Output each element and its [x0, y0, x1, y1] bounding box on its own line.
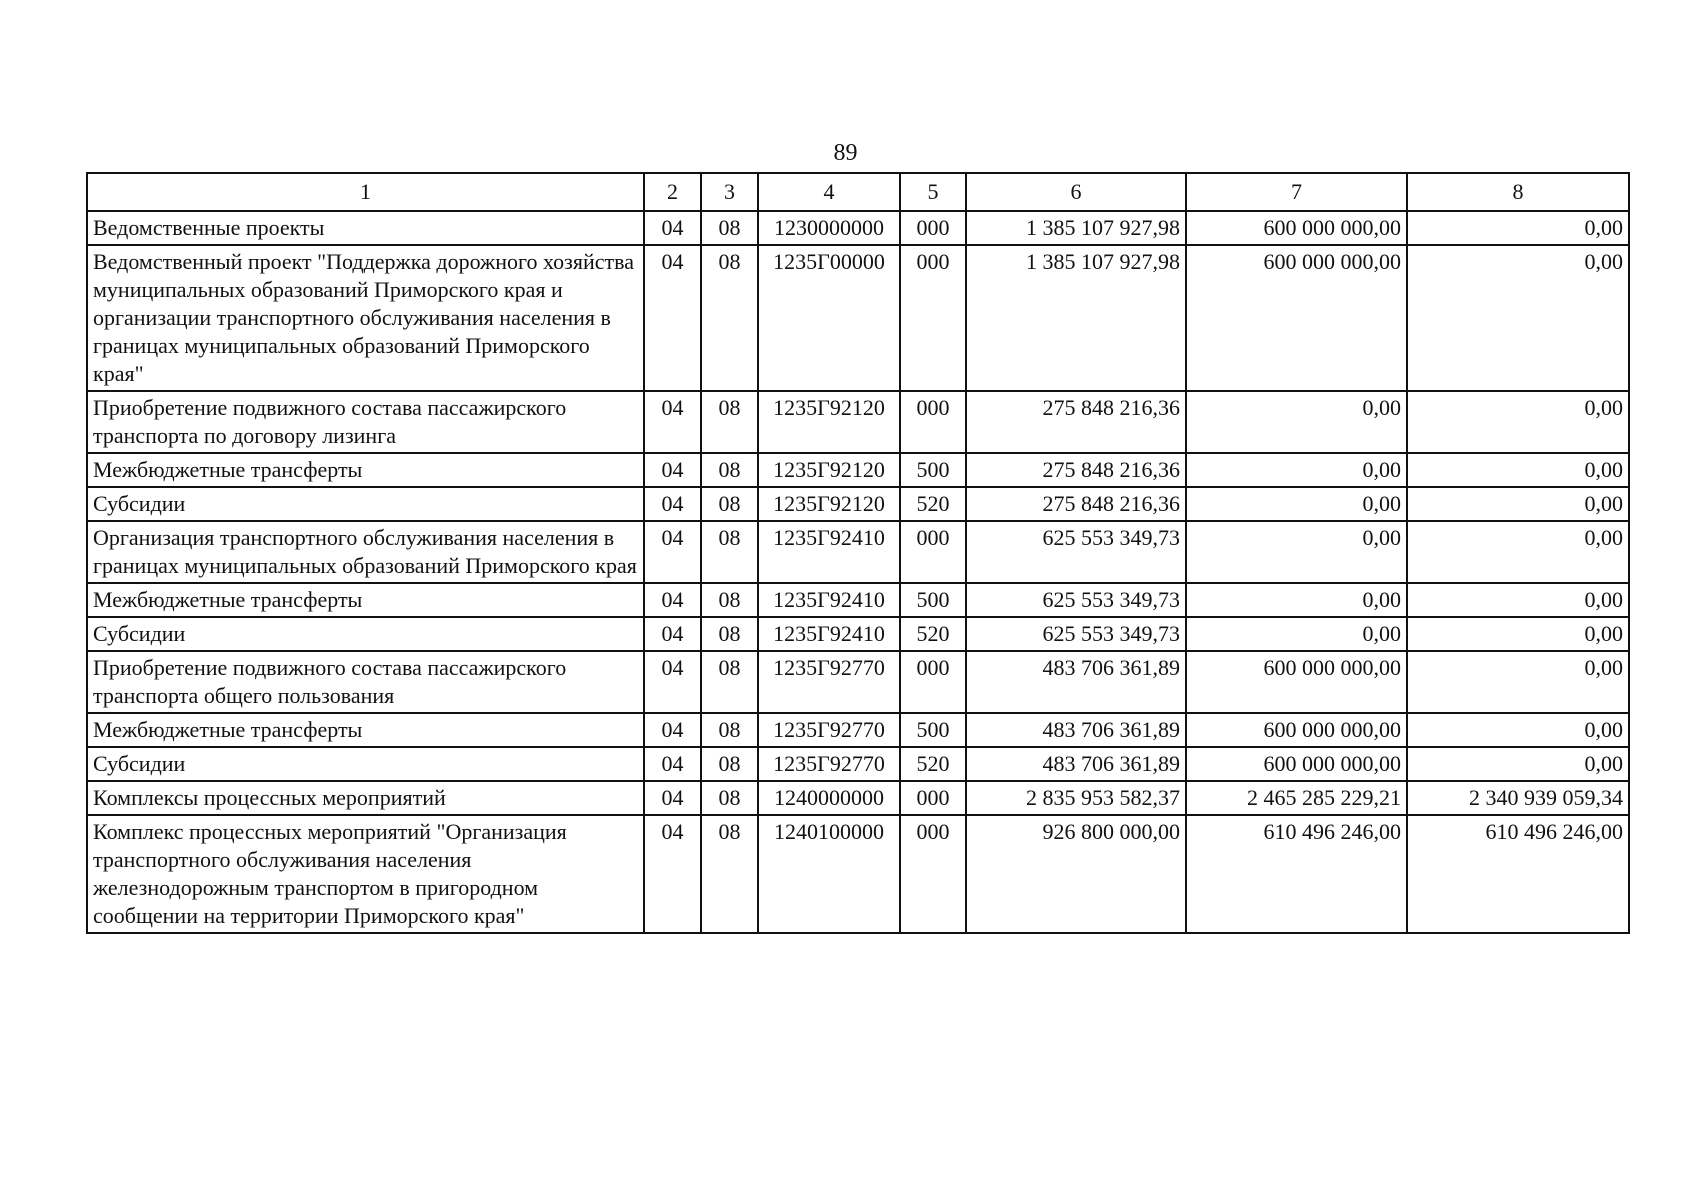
subsection-code-cell: 08	[701, 211, 758, 245]
column-header: 1	[87, 173, 644, 211]
amount-col8-cell: 0,00	[1407, 211, 1629, 245]
amount-col7-cell: 0,00	[1186, 391, 1407, 453]
subsection-code-cell: 08	[701, 815, 758, 933]
amount-col7-cell: 0,00	[1186, 521, 1407, 583]
amount-col6-cell: 275 848 216,36	[966, 453, 1186, 487]
target-article-cell: 1235Г92120	[758, 487, 900, 521]
amount-col8-cell: 2 340 939 059,34	[1407, 781, 1629, 815]
row-name-cell: Межбюджетные трансферты	[87, 713, 644, 747]
section-code-cell: 04	[644, 245, 701, 391]
table-row	[87, 815, 1629, 933]
row-name-cell: Приобретение подвижного состава пассажирского транспорта общего пользования	[87, 651, 644, 713]
amount-col7-cell: 0,00	[1186, 617, 1407, 651]
table-row	[87, 211, 1629, 245]
target-article-cell: 1240100000	[758, 815, 900, 933]
amount-col7-cell: 0,00	[1186, 487, 1407, 521]
amount-col8-cell: 0,00	[1407, 713, 1629, 747]
amount-col8-cell: 0,00	[1407, 391, 1629, 453]
row-name-cell: Субсидии	[87, 747, 644, 781]
row-name-cell: Субсидии	[87, 487, 644, 521]
page-number: 89	[833, 140, 858, 166]
amount-col7-cell: 600 000 000,00	[1186, 713, 1407, 747]
subsection-code-cell: 08	[701, 521, 758, 583]
table-row	[87, 391, 1629, 453]
amount-col6-cell: 625 553 349,73	[966, 617, 1186, 651]
amount-col7-cell: 600 000 000,00	[1186, 747, 1407, 781]
section-code-cell: 04	[644, 651, 701, 713]
amount-col6-cell: 2 835 953 582,37	[966, 781, 1186, 815]
table-row	[87, 583, 1629, 617]
subsection-code-cell: 08	[701, 747, 758, 781]
amount-col6-cell: 483 706 361,89	[966, 651, 1186, 713]
amount-col7-cell: 2 465 285 229,21	[1186, 781, 1407, 815]
expense-type-cell: 520	[900, 487, 966, 521]
expense-type-cell: 500	[900, 583, 966, 617]
section-code-cell: 04	[644, 815, 701, 933]
amount-col6-cell: 1 385 107 927,98	[966, 245, 1186, 391]
subsection-code-cell: 08	[701, 781, 758, 815]
section-code-cell: 04	[644, 617, 701, 651]
subsection-code-cell: 08	[701, 713, 758, 747]
expense-type-cell: 000	[900, 815, 966, 933]
table-body	[87, 211, 1629, 933]
column-header: 3	[701, 173, 758, 211]
column-header: 5	[900, 173, 966, 211]
amount-col7-cell: 600 000 000,00	[1186, 651, 1407, 713]
expense-type-cell: 000	[900, 781, 966, 815]
column-header: 7	[1186, 173, 1407, 211]
target-article-cell: 1230000000	[758, 211, 900, 245]
target-article-cell: 1235Г92770	[758, 651, 900, 713]
target-article-cell: 1240000000	[758, 781, 900, 815]
target-article-cell: 1235Г92410	[758, 521, 900, 583]
amount-col8-cell: 0,00	[1407, 453, 1629, 487]
subsection-code-cell: 08	[701, 617, 758, 651]
amount-col7-cell: 600 000 000,00	[1186, 245, 1407, 391]
target-article-cell: 1235Г00000	[758, 245, 900, 391]
section-code-cell: 04	[644, 487, 701, 521]
subsection-code-cell: 08	[701, 583, 758, 617]
column-header: 4	[758, 173, 900, 211]
subsection-code-cell: 08	[701, 245, 758, 391]
row-name-cell: Субсидии	[87, 617, 644, 651]
table-row	[87, 453, 1629, 487]
expense-type-cell: 000	[900, 245, 966, 391]
column-header: 8	[1407, 173, 1629, 211]
row-name-cell: Межбюджетные трансферты	[87, 583, 644, 617]
row-name-cell: Комплексы процессных мероприятий	[87, 781, 644, 815]
section-code-cell: 04	[644, 211, 701, 245]
amount-col8-cell: 0,00	[1407, 617, 1629, 651]
amount-col8-cell: 0,00	[1407, 521, 1629, 583]
header-row	[87, 173, 1629, 211]
section-code-cell: 04	[644, 391, 701, 453]
target-article-cell: 1235Г92770	[758, 747, 900, 781]
amount-col7-cell: 610 496 246,00	[1186, 815, 1407, 933]
amount-col8-cell: 0,00	[1407, 583, 1629, 617]
section-code-cell: 04	[644, 583, 701, 617]
amount-col6-cell: 625 553 349,73	[966, 583, 1186, 617]
section-code-cell: 04	[644, 521, 701, 583]
target-article-cell: 1235Г92120	[758, 453, 900, 487]
target-article-cell: 1235Г92120	[758, 391, 900, 453]
row-name-cell: Межбюджетные трансферты	[87, 453, 644, 487]
row-name-cell: Комплекс процессных мероприятий "Организация транспортного обслуживания населения железнодорожным транспортом в пригородном сообщении на территории Приморского края"	[87, 815, 644, 933]
expense-type-cell: 000	[900, 391, 966, 453]
amount-col6-cell: 275 848 216,36	[966, 391, 1186, 453]
column-header: 2	[644, 173, 701, 211]
section-code-cell: 04	[644, 781, 701, 815]
amount-col8-cell: 0,00	[1407, 651, 1629, 713]
expense-type-cell: 000	[900, 521, 966, 583]
expense-type-cell: 000	[900, 651, 966, 713]
subsection-code-cell: 08	[701, 651, 758, 713]
amount-col8-cell: 0,00	[1407, 245, 1629, 391]
expense-type-cell: 520	[900, 617, 966, 651]
table-row	[87, 747, 1629, 781]
amount-col6-cell: 926 800 000,00	[966, 815, 1186, 933]
table-row	[87, 781, 1629, 815]
table-row	[87, 651, 1629, 713]
expense-type-cell: 000	[900, 211, 966, 245]
row-name-cell: Приобретение подвижного состава пассажирского транспорта по договору лизинга	[87, 391, 644, 453]
table-row	[87, 617, 1629, 651]
section-code-cell: 04	[644, 713, 701, 747]
amount-col8-cell: 0,00	[1407, 487, 1629, 521]
column-header: 6	[966, 173, 1186, 211]
amount-col6-cell: 483 706 361,89	[966, 713, 1186, 747]
target-article-cell: 1235Г92410	[758, 617, 900, 651]
expense-type-cell: 520	[900, 747, 966, 781]
table-row	[87, 521, 1629, 583]
table-row	[87, 487, 1629, 521]
amount-col6-cell: 625 553 349,73	[966, 521, 1186, 583]
amount-col7-cell: 600 000 000,00	[1186, 211, 1407, 245]
section-code-cell: 04	[644, 453, 701, 487]
amount-col6-cell: 483 706 361,89	[966, 747, 1186, 781]
table-row	[87, 245, 1629, 391]
amount-col6-cell: 1 385 107 927,98	[966, 211, 1186, 245]
subsection-code-cell: 08	[701, 487, 758, 521]
section-code-cell: 04	[644, 747, 701, 781]
budget-table	[86, 172, 1630, 934]
table-row	[87, 713, 1629, 747]
subsection-code-cell: 08	[701, 391, 758, 453]
target-article-cell: 1235Г92770	[758, 713, 900, 747]
subsection-code-cell: 08	[701, 453, 758, 487]
expense-type-cell: 500	[900, 713, 966, 747]
amount-col6-cell: 275 848 216,36	[966, 487, 1186, 521]
expense-type-cell: 500	[900, 453, 966, 487]
amount-col8-cell: 0,00	[1407, 747, 1629, 781]
amount-col7-cell: 0,00	[1186, 453, 1407, 487]
amount-col7-cell: 0,00	[1186, 583, 1407, 617]
amount-col8-cell: 610 496 246,00	[1407, 815, 1629, 933]
row-name-cell: Ведомственные проекты	[87, 211, 644, 245]
row-name-cell: Ведомственный проект "Поддержка дорожного хозяйства муниципальных образований Приморского края и организации транспортного обслуживания населения в границах муниципальных образований Приморского края"	[87, 245, 644, 391]
row-name-cell: Организация транспортного обслуживания населения в границах муниципальных образований Приморского края	[87, 521, 644, 583]
target-article-cell: 1235Г92410	[758, 583, 900, 617]
